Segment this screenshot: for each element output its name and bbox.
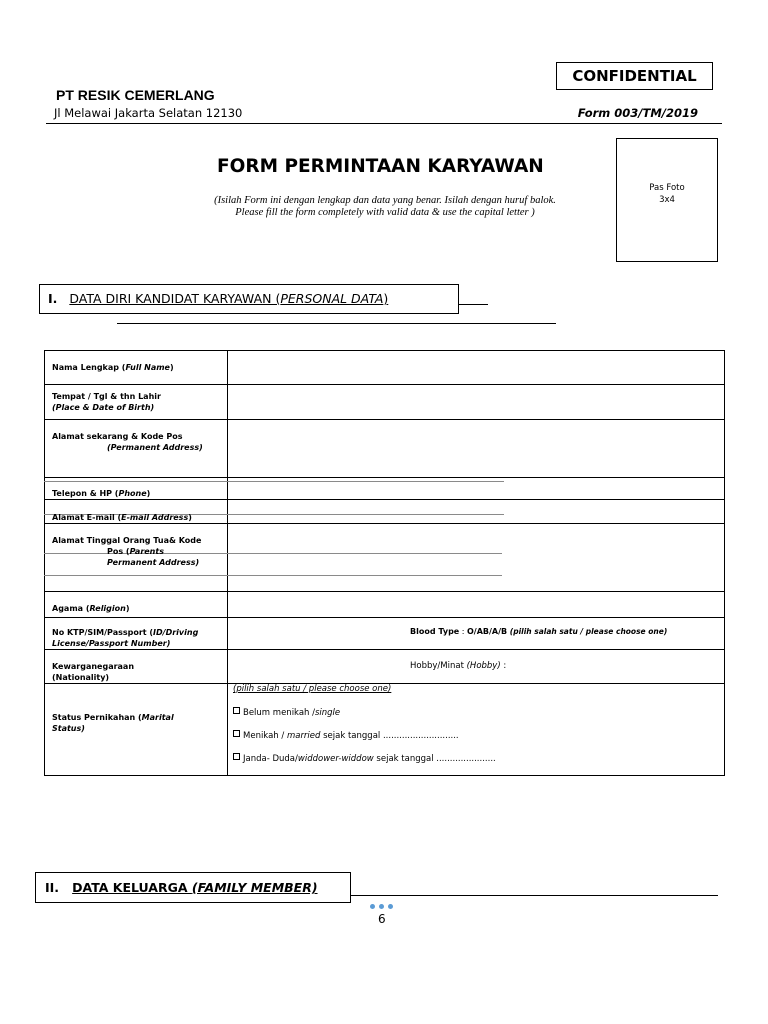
email-field[interactable] xyxy=(229,501,723,522)
blood-type-hint: (pilih salah satu / please choose one) xyxy=(507,627,668,636)
page-number: 6 xyxy=(378,912,386,926)
marital-option-widowed[interactable]: Janda- Duda/widdower-widdow sejak tanggal ...................... xyxy=(233,753,496,765)
blood-type-options: O/AB/A/B xyxy=(467,627,508,636)
section-1-heading: DATA DIRI KANDIDAT KARYAWAN (PERSONAL DATA) xyxy=(69,291,389,306)
section-2-heading: DATA KELUARGA (FAMILY MEMBER) xyxy=(72,880,318,895)
blood-type-label: Blood Type xyxy=(410,627,460,636)
photo-size: 3x4 xyxy=(659,195,675,205)
marital-hint: (pilih salah satu / please choose one) xyxy=(233,684,392,694)
label-id-number: No KTP/SIM/Passport (ID/Driving License/Passport Number) xyxy=(52,628,199,648)
checkbox-icon[interactable] xyxy=(233,730,240,737)
section-2-number: II. xyxy=(45,880,60,895)
instructions-id: (Isilah Form ini dengan lengkap dan data yang benar. Isilah dengan huruf balok. xyxy=(214,195,556,206)
id-number-field[interactable] xyxy=(229,619,399,648)
confidential-badge: CONFIDENTIAL xyxy=(556,62,713,90)
label-parents-address: Alamat Tinggal Orang Tua& Kode Pos (Parents Permanent Address) xyxy=(52,536,202,567)
address-field[interactable] xyxy=(229,421,723,476)
label-email: Alamat E-mail (E-mail Address) xyxy=(52,513,192,522)
row-separator xyxy=(44,499,725,500)
row-separator xyxy=(44,591,725,592)
header-rule xyxy=(46,123,722,124)
section-1-rule-ext xyxy=(459,304,488,305)
row-separator xyxy=(44,477,725,478)
row-separator xyxy=(44,419,725,420)
table-divider xyxy=(227,350,228,776)
nationality-field[interactable] xyxy=(229,651,399,682)
label-address: Alamat sekarang & Kode Pos (Permanent Address) xyxy=(52,432,203,452)
marital-option-single[interactable]: Belum menikah /single xyxy=(233,707,340,719)
section-2-title xyxy=(45,880,318,895)
label-phone: Telepon & HP (Phone) xyxy=(52,489,151,498)
photo-box[interactable] xyxy=(616,138,718,262)
form-number: Form 003/TM/2019 xyxy=(577,106,698,120)
section-2-rule xyxy=(351,895,718,896)
label-birth: Tempat / Tgl & thn Lahir (Place & Date of Birth) xyxy=(52,392,161,412)
checkbox-icon[interactable] xyxy=(233,707,240,714)
full-name-field[interactable] xyxy=(229,357,723,383)
section-1-rule xyxy=(117,323,556,324)
religion-field[interactable] xyxy=(229,593,723,616)
photo-label: Pas Foto xyxy=(649,183,685,193)
company-name: PT RESIK CEMERLANG xyxy=(56,87,215,103)
form-instructions xyxy=(170,195,600,219)
blood-type[interactable]: Blood Type : O/AB/A/B (pilih salah satu / please choose one) xyxy=(410,627,668,636)
section-1-number: I. xyxy=(48,291,58,306)
phone-field[interactable] xyxy=(229,482,723,498)
page-dots-icon xyxy=(370,904,397,909)
parents-address-field[interactable] xyxy=(229,525,723,590)
row-separator xyxy=(44,617,725,618)
marital-option-married[interactable]: Menikah / married sejak tanggal ............................ xyxy=(233,730,459,742)
section-1-title xyxy=(48,291,388,306)
label-marital-status: Status Pernikahan (Marital Status) xyxy=(52,713,174,733)
row-separator xyxy=(44,523,725,524)
label-religion: Agama (Religion) xyxy=(52,604,130,613)
label-full-name: Nama Lengkap (Full Name) xyxy=(52,363,174,372)
checkbox-icon[interactable] xyxy=(233,753,240,760)
company-address: Jl Melawai Jakarta Selatan 12130 xyxy=(54,106,243,120)
row-separator xyxy=(44,649,725,650)
row-separator xyxy=(44,384,725,385)
birth-field[interactable] xyxy=(229,386,723,418)
instructions-en: Please fill the form completely with valid data & use the capital letter ) xyxy=(235,207,535,218)
label-nationality: Kewarganegaraan (Nationality) xyxy=(52,662,135,682)
hobby[interactable]: Hobby/Minat (Hobby) : xyxy=(410,661,507,671)
